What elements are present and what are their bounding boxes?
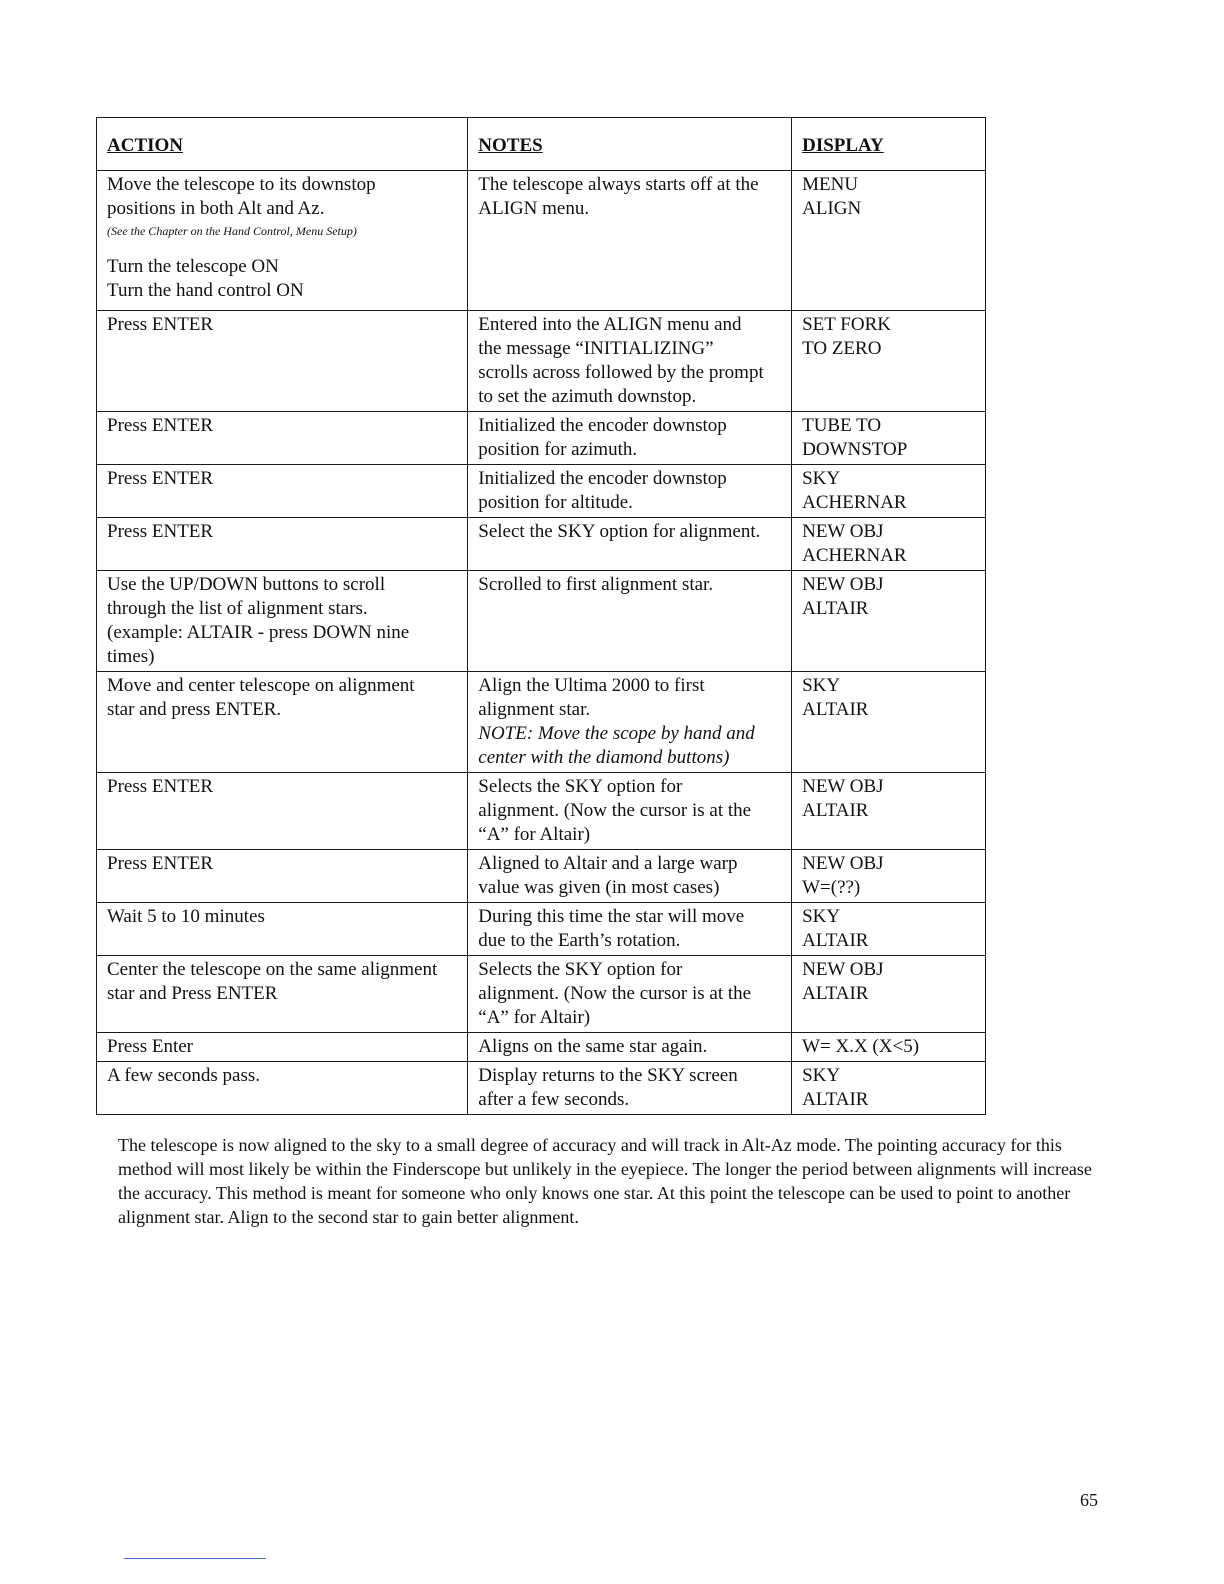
cell-line: A few seconds pass. bbox=[107, 1065, 261, 1086]
action-cell bbox=[97, 903, 468, 956]
cell-line: Initialized the encoder downstop bbox=[478, 415, 727, 436]
cell-line: Press ENTER bbox=[107, 314, 214, 335]
display-cell bbox=[792, 518, 986, 571]
summary-paragraph: The telescope is now aligned to the sky to a small degree of accuracy and will track in Alt-Az mode. The pointing accuracy for this method will most likely be within the Finderscope but unlikely in the eyepiece. The longer the period between alignments will increase the accuracy. This method is meant for someone who only knows one star. At this point the telescope can be used to point to another alignment star. Align to the second star to gain better alignment. bbox=[118, 1135, 1092, 1227]
table-row bbox=[97, 956, 986, 1033]
cell-line: ALTAIR bbox=[802, 800, 869, 821]
notes-cell bbox=[468, 903, 792, 956]
cell-line: Use the UP/DOWN buttons to scroll bbox=[107, 574, 386, 595]
cell-line: SKY bbox=[802, 1065, 841, 1086]
cell-line: During this time the star will move bbox=[478, 906, 745, 927]
cell-line: ALTAIR bbox=[802, 983, 869, 1004]
cell-line: W=(??) bbox=[802, 877, 861, 898]
action-cell bbox=[97, 171, 468, 311]
cell-line: ACHERNAR bbox=[802, 492, 907, 513]
cell-line: ALTAIR bbox=[802, 1089, 869, 1110]
cell-line: Press ENTER bbox=[107, 521, 214, 542]
cell-line: position for azimuth. bbox=[478, 439, 638, 460]
action-cell bbox=[97, 672, 468, 773]
cell-line: Initialized the encoder downstop bbox=[478, 468, 727, 489]
cell-line: NEW OBJ bbox=[802, 521, 884, 542]
notes-cell bbox=[468, 850, 792, 903]
display-cell bbox=[792, 850, 986, 903]
cell-line: ACHERNAR bbox=[802, 545, 907, 566]
cell-line: TO ZERO bbox=[802, 338, 882, 359]
cell-line: value was given (in most cases) bbox=[478, 877, 720, 898]
cell-line: center with the diamond buttons) bbox=[478, 747, 730, 768]
header-display: DISPLAY bbox=[792, 118, 986, 171]
header-action: ACTION bbox=[97, 118, 468, 171]
cell-line: SKY bbox=[802, 675, 841, 696]
action-cell bbox=[97, 850, 468, 903]
cell-line: Move and center telescope on alignment bbox=[107, 675, 415, 696]
cell-line: Press ENTER bbox=[107, 853, 214, 874]
table-row bbox=[97, 412, 986, 465]
cell-line: Scrolled to first alignment star. bbox=[478, 574, 714, 595]
table-row bbox=[97, 311, 986, 412]
notes-cell bbox=[468, 518, 792, 571]
cell-line: NOTE: Move the scope by hand and bbox=[478, 723, 755, 744]
cell-line: ALIGN bbox=[802, 198, 862, 219]
cell-line: Align the Ultima 2000 to first bbox=[478, 675, 705, 696]
table-row bbox=[97, 850, 986, 903]
table-header-row bbox=[97, 118, 986, 171]
cell-line: through the list of alignment stars. bbox=[107, 598, 368, 619]
table-row bbox=[97, 672, 986, 773]
cell-line: star and press ENTER. bbox=[107, 699, 282, 720]
table-row bbox=[97, 571, 986, 672]
cell-line: “A” for Altair) bbox=[478, 1007, 591, 1028]
notes-cell bbox=[468, 171, 792, 311]
notes-cell bbox=[468, 311, 792, 412]
cell-line: NEW OBJ bbox=[802, 574, 884, 595]
cell-line: ALIGN menu. bbox=[478, 198, 590, 219]
cell-line: Display returns to the SKY screen bbox=[478, 1065, 738, 1086]
cell-line: (example: ALTAIR - press DOWN nine bbox=[107, 622, 410, 643]
cell-line: ALTAIR bbox=[802, 699, 869, 720]
cell-line: Press ENTER bbox=[107, 776, 214, 797]
cell-line: the message “INITIALIZING” bbox=[478, 338, 714, 359]
header-notes: NOTES bbox=[468, 118, 792, 171]
cell-line: times) bbox=[107, 646, 155, 667]
notes-cell bbox=[468, 1062, 792, 1115]
action-cell bbox=[97, 773, 468, 850]
action-cell bbox=[97, 571, 468, 672]
cell-line: alignment. (Now the cursor is at the bbox=[478, 983, 752, 1004]
cell-line: Entered into the ALIGN menu and bbox=[478, 314, 742, 335]
display-cell bbox=[792, 956, 986, 1033]
table-row bbox=[97, 171, 986, 311]
cell-line: ALTAIR bbox=[802, 598, 869, 619]
cell-line: SET FORK bbox=[802, 314, 891, 335]
table-row bbox=[97, 518, 986, 571]
cell-line: due to the Earth’s rotation. bbox=[478, 930, 681, 951]
notes-cell bbox=[468, 773, 792, 850]
table-row bbox=[97, 465, 986, 518]
cell-line: position for altitude. bbox=[478, 492, 633, 513]
action-cell bbox=[97, 465, 468, 518]
cell-line: Press ENTER bbox=[107, 415, 214, 436]
action-cell bbox=[97, 1033, 468, 1062]
cell-line: NEW OBJ bbox=[802, 853, 884, 874]
cell-line: scrolls across followed by the prompt bbox=[478, 362, 764, 383]
action-cell bbox=[97, 311, 468, 412]
cell-line: W= X.X (X<5) bbox=[802, 1036, 920, 1057]
display-cell bbox=[792, 311, 986, 412]
action-cell bbox=[97, 1062, 468, 1115]
cell-line: to set the azimuth downstop. bbox=[478, 386, 697, 407]
cell-line: The telescope always starts off at the bbox=[478, 174, 759, 195]
display-cell bbox=[792, 412, 986, 465]
cell-line: after a few seconds. bbox=[478, 1089, 630, 1110]
display-cell bbox=[792, 903, 986, 956]
cell-line: positions in both Alt and Az. bbox=[107, 198, 325, 219]
alignment-steps-table bbox=[96, 117, 986, 1115]
display-cell bbox=[792, 171, 986, 311]
cell-line: NEW OBJ bbox=[802, 959, 884, 980]
notes-cell bbox=[468, 465, 792, 518]
notes-cell bbox=[468, 672, 792, 773]
cell-line: Move the telescope to its downstop bbox=[107, 174, 376, 195]
display-cell bbox=[792, 773, 986, 850]
cell-line: Selects the SKY option for bbox=[478, 959, 683, 980]
cell-line: Press ENTER bbox=[107, 468, 214, 489]
table-row bbox=[97, 773, 986, 850]
cell-line: Turn the hand control ON bbox=[107, 280, 304, 301]
action-cell bbox=[97, 956, 468, 1033]
cell-line: star and Press ENTER bbox=[107, 983, 278, 1004]
action-reference-note: (See the Chapter on the Hand Control, Menu Setup) bbox=[107, 224, 357, 238]
page-number: 65 bbox=[1080, 1490, 1098, 1510]
cell-line: TUBE TO bbox=[802, 415, 882, 436]
cell-line: Center the telescope on the same alignment bbox=[107, 959, 438, 980]
cell-line: ALTAIR bbox=[802, 930, 869, 951]
table-row bbox=[97, 1062, 986, 1115]
display-cell bbox=[792, 672, 986, 773]
notes-cell bbox=[468, 956, 792, 1033]
table-body bbox=[97, 171, 986, 1115]
cell-line: alignment star. bbox=[478, 699, 591, 720]
cell-line: SKY bbox=[802, 906, 841, 927]
cell-line: alignment. (Now the cursor is at the bbox=[478, 800, 752, 821]
cell-line: Press Enter bbox=[107, 1036, 194, 1057]
display-cell bbox=[792, 1033, 986, 1062]
table-row bbox=[97, 1033, 986, 1062]
notes-cell bbox=[468, 571, 792, 672]
cell-line: Aligns on the same star again. bbox=[478, 1036, 708, 1057]
action-cell bbox=[97, 518, 468, 571]
action-cell bbox=[97, 412, 468, 465]
cell-line: “A” for Altair) bbox=[478, 824, 591, 845]
cell-line: Selects the SKY option for bbox=[478, 776, 683, 797]
notes-cell bbox=[468, 412, 792, 465]
cell-line: MENU bbox=[802, 174, 859, 195]
display-cell bbox=[792, 571, 986, 672]
cell-line: Wait 5 to 10 minutes bbox=[107, 906, 265, 927]
notes-cell bbox=[468, 1033, 792, 1062]
cell-line: NEW OBJ bbox=[802, 776, 884, 797]
cell-line: DOWNSTOP bbox=[802, 439, 908, 460]
display-cell bbox=[792, 1062, 986, 1115]
cell-line: SKY bbox=[802, 468, 841, 489]
display-cell bbox=[792, 465, 986, 518]
cell-line: Aligned to Altair and a large warp bbox=[478, 853, 738, 874]
cell-line: Select the SKY option for alignment. bbox=[478, 521, 761, 542]
cell-line: Turn the telescope ON bbox=[107, 256, 279, 277]
footnote-rule bbox=[124, 1558, 266, 1559]
table-row bbox=[97, 903, 986, 956]
